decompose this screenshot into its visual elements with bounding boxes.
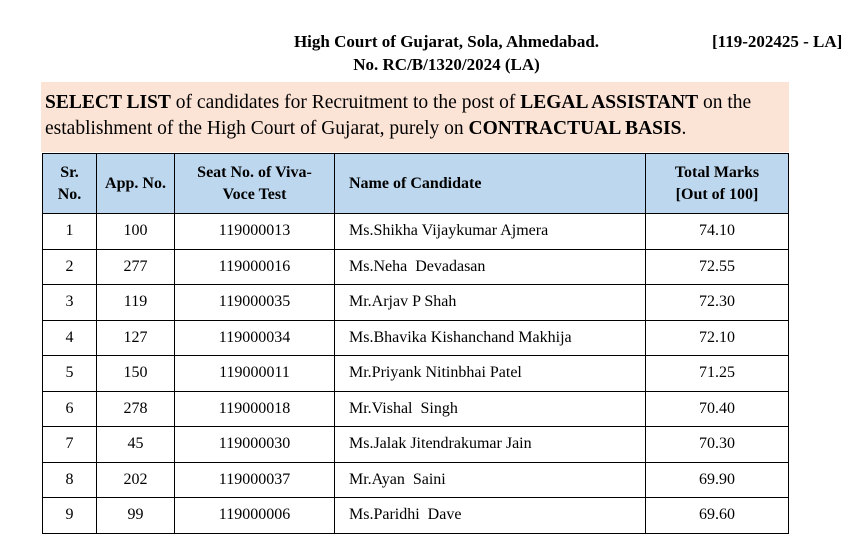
select-list-table bbox=[42, 153, 789, 534]
cell-app: 45 bbox=[97, 427, 175, 463]
cell-name: Ms.Paridhi Dave bbox=[335, 498, 646, 534]
notice-select-list: SELECT LIST bbox=[45, 92, 171, 113]
table-header-row bbox=[43, 154, 789, 214]
court-name-heading: High Court of Gujarat, Sola, Ahmedabad. bbox=[293, 32, 600, 51]
cell-seat: 119000013 bbox=[175, 214, 335, 250]
cell-marks: 70.30 bbox=[646, 427, 789, 463]
cell-seat: 119000016 bbox=[175, 249, 335, 285]
table-row bbox=[43, 214, 789, 250]
cell-sr: 9 bbox=[43, 498, 97, 534]
table-row bbox=[43, 391, 789, 427]
header-app-no: App. No. bbox=[97, 154, 175, 214]
cell-name: Mr.Vishal Singh bbox=[335, 391, 646, 427]
cell-sr: 8 bbox=[43, 462, 97, 498]
table-row bbox=[43, 320, 789, 356]
table-row bbox=[43, 249, 789, 285]
select-list-notice bbox=[41, 82, 789, 152]
cell-marks: 72.30 bbox=[646, 285, 789, 321]
cell-sr: 7 bbox=[43, 427, 97, 463]
table-row bbox=[43, 285, 789, 321]
notice-text-2: on the establishment of the High Court of Gujarat, purely on bbox=[45, 92, 752, 139]
cell-marks: 71.25 bbox=[646, 356, 789, 392]
cell-name: Ms.Jalak Jitendrakumar Jain bbox=[335, 427, 646, 463]
cell-seat: 119000034 bbox=[175, 320, 335, 356]
cell-sr: 2 bbox=[43, 249, 97, 285]
cell-app: 100 bbox=[97, 214, 175, 250]
cell-marks: 69.60 bbox=[646, 498, 789, 534]
cell-sr: 3 bbox=[43, 285, 97, 321]
cell-name: Ms.Neha Devadasan bbox=[335, 249, 646, 285]
cell-name: Mr.Ayan Saini bbox=[335, 462, 646, 498]
cell-seat: 119000006 bbox=[175, 498, 335, 534]
header-seat-no: Seat No. of Viva- Voce Test bbox=[175, 154, 335, 214]
cell-seat: 119000011 bbox=[175, 356, 335, 392]
cell-app: 278 bbox=[97, 391, 175, 427]
cell-app: 277 bbox=[97, 249, 175, 285]
cell-marks: 74.10 bbox=[646, 214, 789, 250]
cell-seat: 119000030 bbox=[175, 427, 335, 463]
cell-app: 119 bbox=[97, 285, 175, 321]
notice-period: . bbox=[681, 118, 687, 139]
cell-seat: 119000035 bbox=[175, 285, 335, 321]
notice-post-name: LEGAL ASSISTANT bbox=[520, 92, 699, 113]
header-sr-no: Sr. No. bbox=[43, 154, 97, 214]
notice-basis: CONTRACTUAL BASIS bbox=[468, 118, 682, 139]
cell-name: Mr.Priyank Nitinbhai Patel bbox=[335, 356, 646, 392]
cell-app: 150 bbox=[97, 356, 175, 392]
cell-marks: 69.90 bbox=[646, 462, 789, 498]
cell-sr: 4 bbox=[43, 320, 97, 356]
header-total-marks: Total Marks [Out of 100] bbox=[646, 154, 789, 214]
notice-text-1: of candidates for Recruitment to the post of bbox=[170, 92, 521, 113]
cell-marks: 72.10 bbox=[646, 320, 789, 356]
cell-sr: 1 bbox=[43, 214, 97, 250]
table-row bbox=[43, 462, 789, 498]
cell-seat: 119000037 bbox=[175, 462, 335, 498]
table-row bbox=[43, 498, 789, 534]
cell-sr: 5 bbox=[43, 356, 97, 392]
table-row bbox=[43, 356, 789, 392]
cell-name: Ms.Shikha Vijaykumar Ajmera bbox=[335, 214, 646, 250]
table-row bbox=[43, 427, 789, 463]
cell-marks: 70.40 bbox=[646, 391, 789, 427]
cell-name: Ms.Bhavika Kishanchand Makhija bbox=[335, 320, 646, 356]
cell-app: 202 bbox=[97, 462, 175, 498]
recruitment-code: [119-202425 - LA] bbox=[712, 32, 843, 51]
cell-name: Mr.Arjav P Shah bbox=[335, 285, 646, 321]
cell-sr: 6 bbox=[43, 391, 97, 427]
cell-app: 127 bbox=[97, 320, 175, 356]
reference-number: No. RC/B/1320/2024 (LA) bbox=[353, 55, 540, 74]
header-candidate-name: Name of Candidate bbox=[335, 154, 646, 214]
cell-marks: 72.55 bbox=[646, 249, 789, 285]
cell-seat: 119000018 bbox=[175, 391, 335, 427]
cell-app: 99 bbox=[97, 498, 175, 534]
